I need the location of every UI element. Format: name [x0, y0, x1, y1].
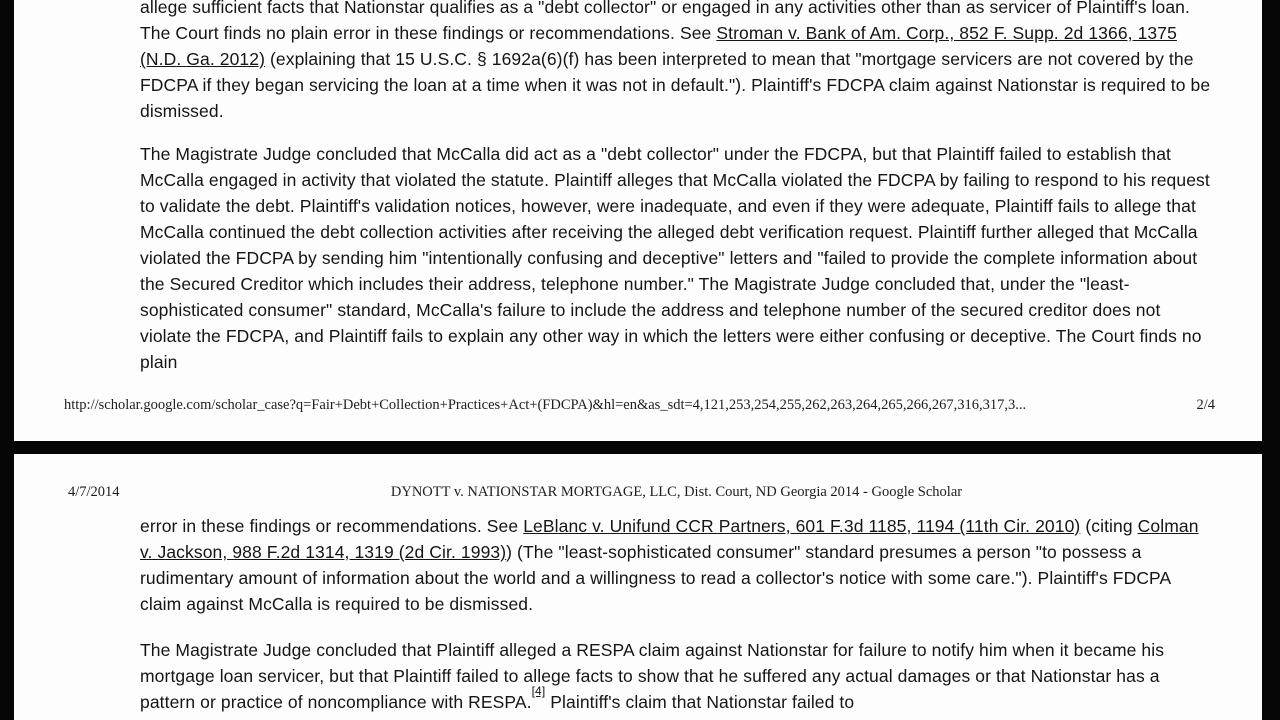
- paragraph: [140, 0, 1213, 124]
- document-page-1: [14, 0, 1262, 441]
- print-footer-url: http://scholar.google.com/scholar_case?q=Fair+Debt+Collection+Practices+Act+(FDCPA)&hl=en&as_sdt=4,121,253,254,255,262,263,264,265,266,267,316,317,3...: [64, 397, 1027, 413]
- text-run: Plaintiff's claim that Nationstar failed to: [545, 692, 855, 712]
- page-1-body-text: [140, 0, 1213, 392]
- print-header: [14, 483, 1262, 501]
- text-run: The Magistrate Judge concluded that McCalla did act as a "debt collector" under the FDCPA, but that Plaintiff failed to establish that McCalla engaged in activity that violated the statute. Plaintiff alleges that McCalla violated the FDCPA by failing to respond to his request to validate the debt. Plaintiff's validation notices, however, were inadequate, and even if they were adequate, Plaintiff fails to allege that McCalla continued the debt collection activities after receiving the alleged debt verification request. Plaintiff further alleged that McCalla violated the FDCPA by sending him "intentionally confusing and deceptive" letters and "failed to provide the complete information about the Secured Creditor which includes their address, telephone number." The Magistrate Judge concluded that, under the "least-sophisticated consumer" standard, McCalla's failure to include the address and telephone number of the secured creditor does not violate the FDCPA, and Plaintiff fails to explain any other way in which the letters were either confusing or deceptive. The Court finds no plain: [140, 144, 1210, 372]
- paragraph: [140, 637, 1213, 715]
- paragraph: [140, 513, 1213, 617]
- footnote-ref: [4]: [531, 684, 546, 699]
- citation-link: Stroman v. Bank of Am. Corp., 852 F. Supp. 2d 1366, 1375 (N.D. Ga. 2012): [140, 23, 1177, 69]
- page-indicator: 2/4: [1196, 397, 1215, 413]
- text-run: The Magistrate Judge concluded that Plaintiff alleged a RESPA claim against Nationstar for failure to notify him when it became his mortgage loan servicer, but that Plaintiff failed to allege facts to show that he suffered any actual damages or that Nationstar has a pattern or practice of noncompliance with RESPA.: [140, 640, 1165, 712]
- text-run: (citing: [1080, 516, 1138, 536]
- text-run: (explaining that 15 U.S.C. § 1692a(6)(f) has been interpreted to mean that "mortgage servicers are not covered by the FDCPA if they began servicing the loan at a time when it was not in default."). Plaintiff's FDCPA claim against Nationstar is required to be dismissed.: [140, 49, 1211, 121]
- page-divider: [0, 441, 1280, 454]
- citation-link: LeBlanc v. Unifund CCR Partners, 601 F.3d 1185, 1194 (11th Cir. 2010): [523, 516, 1081, 536]
- text-run: error in these findings or recommendations. See: [140, 516, 524, 536]
- page-2-body-text: [140, 513, 1213, 720]
- document-page-2: [14, 454, 1262, 720]
- print-footer: [64, 396, 1215, 414]
- print-header-date: 4/7/2014: [68, 484, 120, 500]
- document-title: DYNOTT v. NATIONSTAR MORTGAGE, LLC, Dist. Court, ND Georgia 2014 - Google Scholar: [390, 484, 963, 500]
- text-run: ) (The "least-sophisticated consumer" standard presumes a person "to possess a rudimentary amount of information about the world and a willingness to read a collector's notice with some care."). Plaintiff's FDCPA claim against McCalla is required to be dismissed.: [140, 542, 1171, 614]
- citation-link: Colman v. Jackson, 988 F.2d 1314, 1319 (2d Cir. 1993): [140, 516, 1199, 562]
- text-run: allege sufficient facts that Nationstar qualifies as a "debt collector" or engaged in any activities other than as servicer of Plaintiff's loan. The Court finds no plain error in these findings or recommendations. See: [140, 0, 1190, 43]
- paragraph: [140, 141, 1213, 375]
